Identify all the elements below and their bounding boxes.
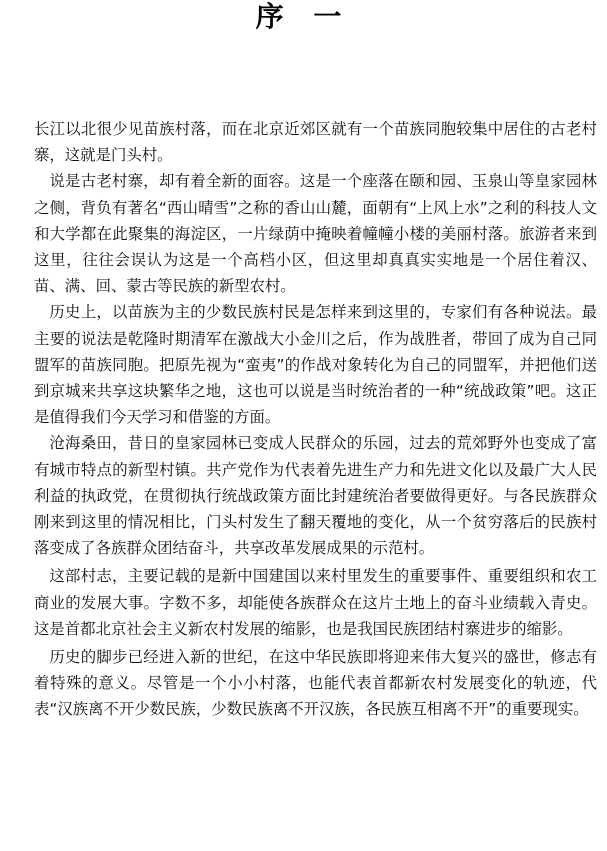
paragraph-3: 历史上，以苗族为主的少数民族村民是怎样来到这里的，专家们有各种说法。最主要的说法是乾隆时期清军在激战大小金川之后，作为战胜者，带回了成为自己同盟军的苗族同胞。把原先视为“蛮夷”的作战对象转化为自己的同盟军，并把他们送到京城来共享这块繁华之地，这也可以说是当时统治者的一种“统战政策”吧。这正是值得我们今天学习和借鉴的方面。 [34, 303, 597, 427]
paragraph-4: 沧海桑田，昔日的皇家园林已变成人民群众的乐园，过去的荒郊野外也变成了富有城市特点的新型村镇。共产党作为代表着先进生产力和先进文化以及最广大人民利益的执政党，在贯彻执行统战政策方面比封建统治者要做得更好。与各民族群众刚来到这里的情况相比，门头村发生了翻天覆地的变化，从一个贫穷落后的民族村落变成了各族群众团结奋斗，共享改革发展成果的示范村。 [34, 434, 597, 558]
paragraph-5: 这部村志，主要记载的是新中国建国以来村里发生的重要事件、重要组织和农工商业的发展大事。字数不多，却能使各族群众在这片土地上的奋斗业绩载入青史。这是首都北京社会主义新农村发展的缩影，也是我国民族团结村寨进步的缩影。 [34, 567, 597, 638]
paragraph-6: 历史的脚步已经进入新的世纪，在这中华民族即将迎来伟大复兴的盛世，修志有着特殊的意义。尽管是一个小小村落，也能代表首都新农村发展变化的轨迹，代表“汉族离不开少数民族，少数民族离不开汉族，各民族互相离不开”的重要现实。 [34, 648, 597, 719]
paragraph-2: 说是古老村寨，却有着全新的面容。这是一个座落在颐和园、玉泉山等皇家园林之侧，背负有著名“西山晴雪”之称的香山山麓，面朝有“上风上水”之利的科技人文和大学都在此聚集的海淀区，一片绿荫中掩映着幢幢小楼的美丽村落。旅游者来到这里，往往会误认为这是一个高档小区，但这里却真真实实地是一个居住着汉、苗、满、回、蒙古等民族的新型农村。 [34, 172, 597, 296]
page-title: 序 一 [255, 0, 352, 33]
paragraph-1: 长江以北很少见苗族村落，而在北京近郊区就有一个苗族同胞较集中居住的古老村寨，这就是门头村。 [34, 120, 597, 165]
preface-body [34, 116, 597, 723]
